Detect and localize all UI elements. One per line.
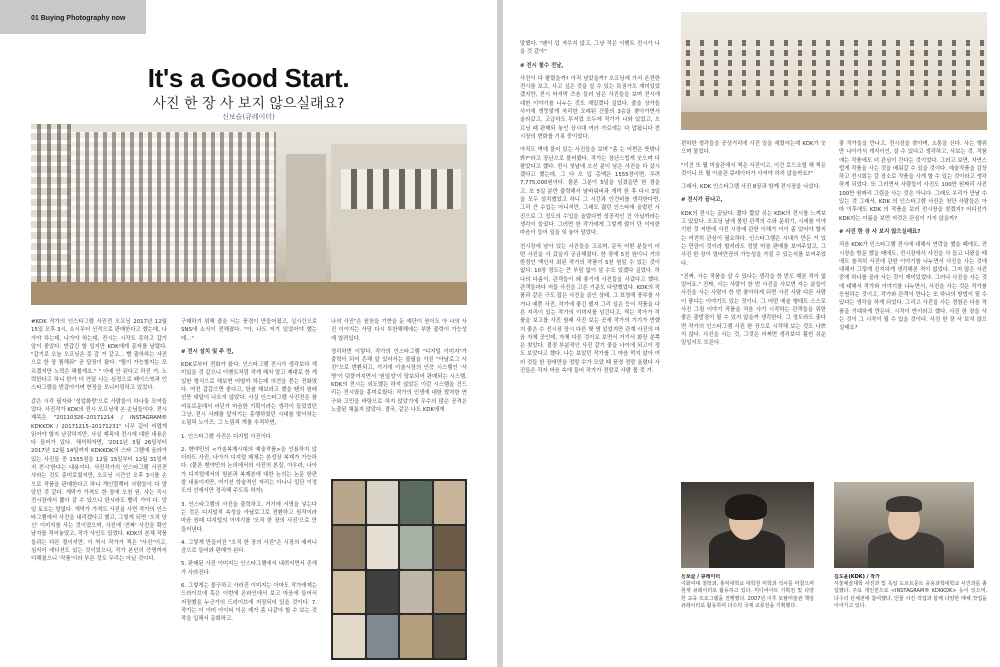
paragraph: "이건 또 뭘 미술관에서 찍은 사진이고, 이건 로드소럴 해 찍은 것이니 또 뭘 이술관 큐레이터가 사셔야 하지 않을까요?" [681, 162, 826, 177]
paragraph: KDK로부터 전화가 왔다. 인스타그램 전시가 생각보다 재미있을 것 같으니 이벤트처럼 작게 해지 말고 제대로 한 게 있한 형식으로 해보면 어떨까 하는데 의견을 묻는 전화였다. 여전 갑갑으면 좋다고, 한참 해보라고 했을 땐의 원래 선뜻 대답이 나오지 않았다. 사실 인스타그램 사진전은 참 여유로운데서 어딘가 마음한 기획이라는 생각이 들었었던 그냥, 전시 사례를 앞자기는 흥행하였던 시대를 맞이하는 노림픽 노이즈, 그 노림픽 게를 추적하면, [181, 362, 317, 427]
list-item: 4. 그렇게 만들어진 "오직 한 장의 사진"은 시장의 예커니즘으로 들어와 판매가 된다. [181, 539, 317, 555]
paragraph: 정리하면 이렇다. 작가의 인스타그램 "디지털 이미지"가 출력이 되어 흔해 앞 있어서는 불필을 가진 "아날로그 사진"으로 변환되고, 거기에 이술시장의 인증 시스템인 '서명'이 덧붙여지면서 '원일성'이 담보되어 판매되는 시스템. KDK의 전시는 외도했든 하지 않았든 이런 시스템을 건드리는 전시였을 흥미로웠다. 작가의 인생에 대한 발처한 연구와 고민을 바탕으로 하지 않았기에 우수의 많은 공격은 노출된 채롭지 않았다. 결국, 같은 나도 KDK에게 [331, 348, 467, 413]
left-column-2 [181, 318, 317, 660]
section-label: 01 Buying Photography now [31, 15, 126, 22]
paragraph: 그래서, KDK 인스타그램 사진 8장과 함께 전시장을 나섰다. [681, 184, 821, 191]
paragraph: 같은 시각 필자와 '성업화랑'으로 사람들이 하나둘 모여들었다. 사진작가 KDK의 전시 오프닝에 온 손님들이다. 전시 제목은 "20110326–20171214 / INSTAGRAM® KDKKDK / 20171215–20171231" 너무 길어 어렵게 읽어야 할지 난감하지만, 사실 제목에 전시에 대한 내용은 다 들어가 있다. 해석하자면, '2011년 3월 26일부터 2017년 12월 14일까지 KDKKDK의 스타 그램에 올라가 있는 사진들 중 1555점을 12월 15일부터 12월 31일까지 전시'한다는 내용이다. 사진작가의 인스타그램 사진전 사라는 것도 흥미로웠지만, 오프닝 시간인 오후 3시를 손으로 작품을 판매한다고 하니 개인컬렉터 사람들이 다 말았던 것 같다. 개막가 가격도 한 장에 오천 원. 사는 즉시 전시장에서 뽑아 갈 수 있으니 한시라도 빨리 가야 다. 당일 토요는 말없다. 개막가 가격도 사진을 사면 작가의 인스타그램에서 사진을 내리겠다고 했고, 그렇게 되면 '오직 당신' 이미지를 사는 것이었으며, 사진에 '진짜' 사진을 확인 날자를 적어놓았고, 작가 사인도 있었다. KDK의 본체 작품들과는 다른 결이지만, 이 역시 작가가 찍은 "사진"이고, 심지어 에디션도 있는 것이었으니, 작가 본인의 증명까지 더해졌으니 '작품'이라 부른 것도 무리는 아닐 것이다. [31, 398, 167, 563]
left-page [0, 0, 497, 667]
paragraph: #KDK 작가의 인스타그램 사진전 오프닝 2017년 12월 15일 오후 3시, 소시무터 신작으로 판매한다고 했는데, 나가야 하는데, 나가야 하는데, 전시는 시작도 못하고 갑기 앞이 좋았다. 반갑긴 할 일지만 KDK에게 문자를 날렸다. "갑기로 오늘 오프닝은 못 갈 거 같고... 빨 출하하는 사진으로 한 장 찜해줘" 곧 답장이 왔다. "뭘이 가능할지는 모르겠지만 노력은 해볼게요." " 아예 안 된다고 하진 거. 노력한다고 하니 한가 더 안달 나는 심정으로 페이스북과 인스타그램을 번갈아가며 현장을 모니터링하고 있었다. [31, 319, 167, 392]
paragraph: KDK의 전시는 끝났다. 짧다 짧았 쉬는 KDK의 전시를 느껴보고 있었다. 오프닝 날에 몰린 관객의 수와 분위기, 시세를 이야기한 것 저변에 사진 시장에 관한 이해가 이이 좀 있어야 할지는 여전히 관심이 필요하다. 인스타그램은 시대가 만든 거 있는 만큼이 것이라 할지라도 정말 미술 판매를 보여주었고, 그 사진 한 장이 얼마만큼의 가능성을 가질 수 있는지를 보여주었다. [681, 210, 826, 267]
list-item: 1. 인스타그램 사진은 디지털 사진이다. [181, 433, 273, 440]
right-column-1 [520, 40, 660, 660]
paragraph: 나의 사진"은 원천을 기반을 둔 예단이 원이도 아 나의 사진 이이지는 사당 다시 투한해해에는 부한 출력이 가능성에 열려있다. [331, 319, 467, 342]
instagram-photo-grid [331, 479, 467, 660]
curator-portrait-photo [681, 482, 814, 568]
caption-name: 신보슬 / 큐레이터 [681, 574, 721, 580]
list-item: 3. 인스타그램의 사진을 출력하고, 거기에 서명을 넣는다는 것은 디지털적 속성을 아날로그로 전환하고 원작이라 마음 원래 디지털의 이야기를 '오직 한 장의 사진'으로 만들어낸다. [181, 501, 317, 533]
paragraph: 전시장에 남아 있는 사진들을 고르며, 문득 어떤 분들이 어떤 사진을 사 갔을지 궁금해졌다. 한 장에 5천 원이니 거의 한정인 액인자 최된 작가의 작품이 5천 원일 수 있는 것이 없다. 10장 정도는 큰 부담 없이 살 수도 있겠다 싶었다. 하나의 다름이, 관객들이 왜 좋기에 사진들을 사갔다고 했다. 관객들마다 저들 사진을 고른 기준도 다양했었다. KDK의 작품과 같은 구도 잡은 사진을 골인 상태, 그 표정에 풍부를 사거나 예쁜 사진, 작가에 좋긴 했지 그리 실은 등이 작품을 다른 지리이 있는 작가의 이미지를 넘긴다고, 찍는 작가가 작품을 보고를 사진 원래 사진 보는 곳에 작가의 기기가 반했지 좋은 수 전시장 장시 다른 몇 명 있었지만 관계 사진의 마음 자체 곳인데, 자체 다른 것이요 보면서 거기서 화장 분쪽은 찾았다. 결정 부분적인 사진 같기 좋을 나이에 되고이 정도 보았다고 했다. 나는 보았던 작가를 그 마음 먹지 않아 여러 것들 한 장에만을 정말 수가 모았 때 풍경 정말 올렸다 사진들은 각자 마음 속에 들어 작가가 정말로 사람 볼 것 거. [520, 243, 660, 374]
paragraph: 좋 작가들을 만나고, 전시장을 찾아며, 소통을 신다. 사는 행위만 나아가서 게지이인, 살 수 있다고 생각하고, 사보는 것. 작품에는 작품에도 더 관심이 간다는 것이었다. 그러고 보면, 자연스럽게 작품을 사는 것을 배워갈 수 있을 것이다. 예술작품을 감상하고 전시회는 갈 장소로 작품을 사게 할 수 있는 것이라고 생각하게 되었다. 또 그러면서 사람들이 사진도 100만 원짜리 사진 100만 원짜리 그림을 사는 것은 아니다. 그래도 우리가 만날 수 있는 것 그래서, KDK 의 인스타그램 사진은 첫단 사람들은 아마 이후에도 KDK 의 작품을 보러 전시장을 찾겠지? 어디선가 KDK라는 이름을 보면 저것은 관심이 가지 않을까? [839, 141, 987, 222]
article-byline: 신보슬(큐레이터) [222, 113, 275, 121]
artist-portrait-photo [834, 482, 974, 568]
list-item: 2. 벤야민의 <기술복제시대의 예술작품>을 인용하지 않더라도 사진, 나아가 디지털 매체는 본성상 복제가 가능하다. (물론 벤야민의 논의에서의 사진의 본질, 아우라, 나아가 디지털에서의 원본과 복제본에 대한 논의는 논문 한편 쓸 내용이지만, 여기선 학술적인 자리는 아니니 일단 이정도의 선에서만 정리해 주도록 하자) [181, 446, 317, 495]
list-item: 6. 그렇게는 불구하고 사라진 이미지는 아마도 작가에게는 드라이브에 혹은 이번에 온라인에서 보고 마음에 들어서 저장했을 누군가의 드라이브에 저장되어 있을 것이다. 7. 작가는 이 이미 아이티 이은 제가 좀 나같아 할 수 보는 것 작을 입해서 문화하고. [181, 583, 317, 623]
caption-text: 서울예술대학 사진과 및 독일 도르트문트 응용과학대학교 사진과를 졸업했다. 주요 개인전으로 <INSTAGRAM® KDKKDK> 등이 있으며, 다수의 단체전에 참여했다. 인물 사진 작업과 함께 다양한 매체 작업을 이어가고 있다. [834, 581, 987, 609]
paragraph: 구매하기 위해 줄을 서는 풍경이 만들어졌고, 실시간으로 SNS에 소식이 전해졌다. "아, 나도 저기 있었어야 했는데..." [181, 319, 317, 342]
article-title: It's a Good Start. [147, 63, 350, 93]
curator-caption [681, 574, 814, 662]
section-heading: # 전시 설치 및 주 전, [181, 348, 234, 355]
caption-name: 김도윤(KDK) / 작가 [834, 574, 880, 580]
section-heading: # 전시가 끝나고, [681, 197, 723, 204]
paragraph: 아직도 벽에 붙어 있는 사진들을 보며 "좀 는 어쩐은 뜻밖나 봐?"라고 장난으로 물어봤다. 작가는 장난스럽게 웃으며 다 팔았다고 했다. 전시 첫날에 오신 분이 남은 사진을 다 샀시겠다고 했는데, 그 다 오 입 총액은 1555장이면, 무려 7,775,000원이다. 물론 그분이 5일을 넘겼을만 한 점을 고, 또 5일 분만 출력해서 날바워버과 개막 한 후 다시 3일을 모두 설치했었고 하니 그 시간과 인건비를 생각한다면, 그리 큰 수입는 아니지만, 그래도 젊던 인스타에 올렸던 사진으로 그 정도의 수입을 올렸다면 성공적인 건 아닐까라는 생각이 들었다. 그러면 한 작가에게 그렇게 많이 단 이익한 마음이 들어 일을 잊 놓아 달았다. [520, 147, 660, 237]
article-subtitle: 사진 한 장 사 보지 않으실래요? [152, 96, 345, 112]
list-item: 5. 판매된 사진 이미지는 인스타그램에서 내려지면서 존재가 사라진다. [181, 561, 317, 576]
paragraph: 편하한 생각들을 공상거리에 사진 일을 세웠어는데 KDK가 웃으며 물었다. [681, 141, 826, 156]
gallery-wall-photo [681, 12, 987, 130]
paragraph: 처음 KDK가 인스타그램 전시에 대해서 연락을 했을 때에도, 전시장을 방문 했을 때에도, 전시장에서 사진을 사 들고 나왔을 때에도 솔직히 사진에 관한 이야기를 나누면서 사진을 사는 것에 대해서 그렇게 진지하게 생각해본 적이 없었다. 그저 많은 사진 중에 하나를 골라 사는 것이 재미있었다. 그러나 사진을 사는 것에 대해서 작가와 이야기를 나누면서, 사진을 사는 것은 작가를 응원하는 것이고, 작가와 관객이 만나는 또 하나의 방법이 될 수 있다는 생각을 하게 되었다. 그리고 사진을 사는 경험은 다음 작품을 기대하게 만든다. 시작이 반이라고 했다. 사진 한 장을 사는 것이 그 시작이 될 수 있을 것이다. 사진 한 장 사 보지 않으실래요? [839, 242, 987, 332]
left-column-1 [31, 318, 167, 660]
paragraph: "진짜, 사는 작품을 살 수 있다는 생각을 한 번도 해본 적이 없었어요." 진짜, 사는 사람이 한 번 사진을 사보면 자는 분들이 사진을 사는 사람이 한 번 좋아하게 되면 사진 사람 다른 사람이 좋다는 이야기도 있는 것이니. 그 어떤 예술 형태도 스스로 사진 그림 이야기 작품을 처음 사기 시작하는 관객들을 위한 좋은 출발점이 될 수 있지 않을까 생각한다. 그 정도라도 좋다면 작가의 인스타그램 사진 한 장으로 시작해 보는 것도 나쁘지 않다. 사진을 사는 것, 그것은 어쩌면 생각보다 훨씬 쉬운 일일지도 모른다. [681, 273, 826, 347]
gallery-installation-photo [31, 124, 467, 305]
paragraph: 말했다. "팬이 입 자우지 않고, 그냥 작은 이벤트 전시가 나을 것 같아" [520, 41, 660, 56]
right-column-3 [839, 140, 987, 475]
artist-caption [834, 574, 987, 662]
paragraph: 사진이 다 팔렸을까? 아직 남았을까? 오프닝에 가서 온전한 전시를 보고, 사고 싶은 것을 살 수 있는 특권가도 재미있었겠지만, 전시 마지막 즈음 들러 남은 사진들을 보며 전시에 대한 이야기를 나누는 것도 재밌겠다 싶었다. 줄을 상가들 사이에 생뚱맞게 자리한 오래된 건물의 3층을 찾아가면서 올라갔고, 고급하도 투저었 모두에 작가가 나와 있었고, 오프닝 때 판매되 놓인 상시대 여러 가로에는 다 압됩니다 전시장의 변화를 기록 중이었다. [520, 75, 660, 140]
left-column-3 [331, 318, 467, 470]
right-column-2 [681, 140, 826, 475]
section-heading: # 사진 한 장 사 보지 않으실래요? [839, 228, 921, 235]
right-page [503, 0, 1000, 667]
caption-text: 이화여대 철학과, 홍익대학교 대학원 미학과 석사를 마쳤으며 현재 큐레이터로 활동하고 있다. 미디어아트 기획전 및 다양한 교육 프로그램을 진행했다. 2007년 이후 토탈미술관 책임큐레이터로 활동하며 다수의 국제 교류전을 기획했다. [681, 581, 814, 609]
section-heading: # 전시 철수 전날, [520, 62, 564, 69]
